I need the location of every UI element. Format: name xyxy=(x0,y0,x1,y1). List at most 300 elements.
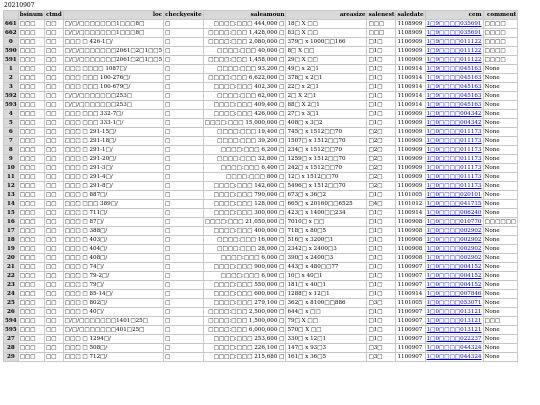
saleamoun-cell: □□□□:□□□ 6,000 □ xyxy=(203,254,286,263)
row-index: 591 xyxy=(5,57,17,63)
checkyesite-cell: □ xyxy=(164,290,204,299)
areasize-cell: 181□ x 40□1 xyxy=(286,281,367,290)
checkyesite-cell: □ xyxy=(164,74,204,83)
bsinum-cell: □□□ xyxy=(18,353,44,362)
bsinum-cell: □□□ xyxy=(18,335,44,344)
comment-cell: □□□□□□ xyxy=(484,219,517,225)
cem-link[interactable]: 1□0□□□□010770 xyxy=(426,219,482,225)
cem-link[interactable]: 1□0□□□□011173 xyxy=(426,147,482,153)
salenest-cell: □1□ xyxy=(367,74,396,83)
saledate-cell: 1100909 xyxy=(396,137,425,146)
bsinum-cell: □□□ xyxy=(18,344,44,353)
checkyesite-cell: □ xyxy=(164,317,204,326)
bsinum-cell: □□□ xyxy=(18,326,44,335)
cem-link[interactable]: 1□0□□□□020101 xyxy=(426,192,482,198)
salenest-cell: □1□ xyxy=(367,65,396,74)
comment-cell: None xyxy=(483,110,518,119)
table-row xyxy=(4,299,518,308)
ctmd-cell: □□ xyxy=(44,281,63,290)
row-index: 661 xyxy=(5,21,17,27)
loc-cell: □□□ □ 1294□/ xyxy=(63,335,163,344)
comment-cell: None xyxy=(483,353,518,362)
cem-link[interactable]: 1□0□□□□002902 xyxy=(426,246,482,252)
ctmd-cell: □□ xyxy=(44,353,63,362)
salenest-cell: □1□ xyxy=(367,56,396,65)
row-index: 23 xyxy=(4,281,19,290)
saleamoun-cell: □□□□:□□□ 6,400 □ xyxy=(203,164,286,173)
row-index: 13 xyxy=(4,191,19,200)
salenest-cell: □1□ xyxy=(367,83,396,92)
row-index: 0 xyxy=(4,38,19,47)
cem-link[interactable]: 1□0□□□□022237 xyxy=(426,336,482,342)
row-index: 9 xyxy=(4,155,19,164)
saleamoun-cell: □□□□:□□□ 253,600 □ xyxy=(203,335,286,344)
table-row xyxy=(4,128,518,137)
saleamoun-cell: □□□□:□□□ 93,200 □ xyxy=(203,65,286,74)
ctmd-cell: □□ xyxy=(44,263,63,272)
ctmd-cell: □□ xyxy=(44,38,63,47)
saleamoun-cell: □□□□:□□□ 28,000 □ xyxy=(203,245,286,254)
loc-cell: □□□ □ 87□/ xyxy=(63,218,163,227)
comment-cell: None xyxy=(483,281,518,290)
row-index: 5 xyxy=(4,119,19,128)
cem-link[interactable]: 1□0□□□□002902 xyxy=(426,228,482,234)
ctmd-cell: □□ xyxy=(44,110,63,119)
cem-link[interactable]: 1□0□□□□011173 xyxy=(426,138,482,144)
table-row xyxy=(4,101,518,110)
saledate-cell: 1100909 xyxy=(396,119,425,128)
saledate-cell: 1100909 xyxy=(396,56,425,65)
column-header: cem xyxy=(425,11,483,20)
comment-cell: None xyxy=(483,299,518,308)
table-row xyxy=(4,56,518,65)
loc-cell: □□□ □□□ 333-1□/ xyxy=(63,119,163,128)
comment-cell: None xyxy=(483,101,518,110)
row-index: 15 xyxy=(4,209,19,218)
saledate-cell: 1100914 xyxy=(396,83,425,92)
cem-link[interactable]: 1□0□□□□053071 xyxy=(426,300,482,306)
table-row xyxy=(4,29,518,38)
checkyesite-cell: □ xyxy=(164,326,204,335)
saledate-cell: 1100909 xyxy=(396,38,425,47)
bsinum-cell: □□□ xyxy=(18,164,44,173)
cem-link[interactable]: 1□0□□□□041715 xyxy=(426,201,482,207)
checkyesite-cell: □ xyxy=(164,83,204,92)
saleamoun-cell: □□□□:□□□ 790,000 □ xyxy=(203,191,286,200)
loc-cell: □□□ □ 79-2□/ xyxy=(63,272,163,281)
comment-cell: None xyxy=(483,191,518,200)
salenest-cell: □1□ xyxy=(367,218,396,227)
saleamoun-cell: □□□□:□□□ 2,080,000 □ xyxy=(203,38,286,47)
table-row xyxy=(4,47,518,56)
comment-cell: None xyxy=(483,92,518,101)
loc-cell: □□□ □ 712□/ xyxy=(63,353,163,362)
saledate-cell: 1101005 xyxy=(396,299,425,308)
row-index: 10 xyxy=(4,164,19,173)
checkyesite-cell: □ xyxy=(164,191,204,200)
row-index: 8 xyxy=(4,146,19,155)
salenest-cell: □1□ xyxy=(367,317,396,326)
loc-cell: □□□ □ 291-20□/ xyxy=(63,155,163,164)
loc-cell: □/□/□□□□□□□2061□2□1□□5 xyxy=(64,57,163,63)
checkyesite-cell: □ xyxy=(164,101,204,110)
loc-cell: □□□ □ 426-1□/ xyxy=(63,38,163,47)
salenest-cell: □1□ xyxy=(367,110,396,119)
table-row xyxy=(4,65,518,74)
areasize-cell: 12□ x 1512□□70 xyxy=(286,173,367,182)
ctmd-cell: □□ xyxy=(44,56,63,65)
areasize-cell: 378□ x 2□1 xyxy=(286,74,367,83)
checkyesite-cell: □ xyxy=(164,137,204,146)
bsinum-cell: □□□ xyxy=(18,38,44,47)
ctmd-cell: □□ xyxy=(44,155,63,164)
checkyesite-cell: □ xyxy=(164,173,204,182)
saleamoun-cell: □□□□:□□□ 21,050,000 □ xyxy=(204,219,285,225)
bsinum-cell: □□□ xyxy=(18,47,44,56)
cem-link[interactable]: 1□9□□□□035691 xyxy=(426,21,482,27)
loc-cell: □□□ □ 403□/ xyxy=(63,236,163,245)
cem-link[interactable]: 1□0□□□□011173 xyxy=(426,156,482,162)
saledate-cell: 1100909 xyxy=(396,146,425,155)
cem-link[interactable]: 1□0□□□□004342 xyxy=(426,120,482,126)
comment-cell: None xyxy=(483,137,518,146)
table-row xyxy=(4,227,518,236)
row-index: 6 xyxy=(4,128,19,137)
saledate-cell: 1100907 xyxy=(396,281,425,290)
table-row xyxy=(4,245,518,254)
bsinum-cell: □□□ xyxy=(18,173,44,182)
cem-link[interactable]: 1□9□□□□045163 xyxy=(426,84,482,90)
table-row xyxy=(4,182,518,191)
salenest-cell: □2□ xyxy=(367,137,396,146)
bsinum-cell: □□□ xyxy=(18,65,44,74)
ctmd-cell: □□ xyxy=(44,317,63,326)
bsinum-cell: □□□ xyxy=(18,20,44,29)
comment-cell: None xyxy=(483,236,518,245)
bsinum-cell: □□□ xyxy=(18,119,44,128)
row-index: 21 xyxy=(4,263,19,272)
ctmd-cell: □□ xyxy=(44,83,63,92)
ctmd-cell: □□ xyxy=(44,344,63,353)
areasize-cell: 49□ x 2□1 xyxy=(286,65,367,74)
loc-cell: □□□ □ 802□/ xyxy=(63,299,163,308)
checkyesite-cell: □ xyxy=(164,92,204,101)
column-header: saleamoun xyxy=(203,11,286,20)
areasize-cell: 1507□ x 1512□□70 xyxy=(286,137,367,146)
ctmd-cell: □□ xyxy=(44,200,63,209)
comment-cell: □□□□ xyxy=(483,20,518,29)
areasize-cell: 718□ x 80□5 xyxy=(286,227,367,236)
cem-link[interactable]: 1□0□□□□011173 xyxy=(426,183,482,189)
comment-cell: □□□ xyxy=(483,317,518,326)
ctmd-cell: □□ xyxy=(44,128,63,137)
table-row xyxy=(4,191,518,200)
bsinum-cell: □□□ xyxy=(18,290,44,299)
checkyesite-cell: □ xyxy=(164,119,204,128)
cem-link[interactable]: 1□9□□□□035691 xyxy=(426,30,482,36)
row-index: 592 xyxy=(5,93,17,99)
areasize-cell: 83□ X □□ xyxy=(286,29,367,38)
areasize-cell: 390□ x 2400□3 xyxy=(286,254,367,263)
cem-link[interactable]: 1□9□□□□045163 xyxy=(426,75,482,81)
cem-link[interactable]: 1□9□□□□011122 xyxy=(426,48,482,54)
saleamoun-cell: □□□□:□□□ 444,000 □ xyxy=(203,20,286,29)
saleamoun-cell: □□□□:□□□ 16,000 □ xyxy=(203,236,286,245)
saleamoun-cell: □□□□:□□□ 6,200 □ xyxy=(203,146,286,155)
table-row xyxy=(4,317,518,326)
comment-cell: None xyxy=(483,119,518,128)
ctmd-cell: □□ xyxy=(44,29,63,38)
comment-cell: None xyxy=(483,146,518,155)
salenest-cell: □1□ xyxy=(367,119,396,128)
report-date: 20210907 xyxy=(4,2,35,9)
loc-cell: □/□/□□□□□□□253□ xyxy=(63,101,163,110)
cem-link[interactable]: 1□0□□□□006240 xyxy=(426,210,482,216)
cem-link[interactable]: 1□9□□□□045163 xyxy=(426,102,482,108)
cem-link[interactable]: 1□0□□□□004152 xyxy=(426,282,482,288)
salenest-cell: □3□ xyxy=(367,353,396,362)
comment-cell: None xyxy=(483,245,518,254)
table-row xyxy=(4,344,518,353)
column-header: areasize xyxy=(286,11,367,20)
saleamoun-cell: □□□□:□□□ 40,000 □ xyxy=(203,47,286,56)
areasize-cell: 1288□ x 12□1 xyxy=(286,290,367,299)
salenest-cell: □1□ xyxy=(367,191,396,200)
checkyesite-cell: □ xyxy=(164,281,204,290)
table-row xyxy=(4,200,518,209)
ctmd-cell: □□ xyxy=(44,335,63,344)
ctmd-cell: □□ xyxy=(44,299,63,308)
cem-link[interactable]: 1□9□□□□045163 xyxy=(426,66,482,72)
loc-cell: □/□/□□□□□□□2061□2□1□□5 xyxy=(64,48,163,54)
bsinum-cell: □□□ xyxy=(18,29,44,38)
bsinum-cell: □□□ xyxy=(18,263,44,272)
cem-link[interactable]: 1□0□□□□007846 xyxy=(426,291,482,297)
row-index: 24 xyxy=(4,290,19,299)
areasize-cell: 2342□ x 2400□3 xyxy=(286,245,367,254)
comment-cell: □□□□ xyxy=(483,38,518,47)
comment-cell: None xyxy=(483,272,518,281)
saledate-cell: 1100908 xyxy=(396,245,425,254)
saleamoun-cell: □□□□:□□□ 409,400 □ xyxy=(203,101,286,110)
comment-cell: None xyxy=(483,308,518,317)
checkyesite-cell: □ xyxy=(164,335,204,344)
comment-cell: None xyxy=(483,209,518,218)
bsinum-cell: □□□ xyxy=(18,92,44,101)
saledate-cell: 1100908 xyxy=(396,254,425,263)
saleamoun-cell: □□□□:□□□ 550,000 □ xyxy=(203,281,286,290)
cem-link[interactable]: 1□0□□□□004152 xyxy=(426,273,482,279)
areasize-cell: 516□ x 3200□1 xyxy=(286,236,367,245)
checkyesite-cell: □ xyxy=(164,353,204,362)
row-index: 29 xyxy=(4,353,19,362)
saledate-cell: 1100909 xyxy=(396,110,425,119)
areasize-cell: 27□ x 3□1 xyxy=(286,110,367,119)
bsinum-cell: □□□ xyxy=(18,218,44,227)
column-header: ctmd xyxy=(45,12,62,18)
comment-cell: None xyxy=(483,128,518,137)
table-row xyxy=(4,74,518,83)
table-row xyxy=(4,137,518,146)
cem-link[interactable]: 1□0□□□□044324 xyxy=(426,345,482,351)
cem-link[interactable]: 1□0□□□□044324 xyxy=(426,354,482,360)
bsinum-cell: □□□ xyxy=(18,209,44,218)
saledate-cell: 1100909 xyxy=(396,155,425,164)
bsinum-cell: □□□ xyxy=(18,299,44,308)
cem-link[interactable]: 1□0□□□□002902 xyxy=(426,255,482,261)
loc-cell: □□□ □ 291-18□/ xyxy=(63,137,163,146)
saleamoun-cell: □□□□:□□□ 6,000,000 □ xyxy=(203,326,286,335)
checkyesite-cell: □ xyxy=(164,272,204,281)
saleamoun-cell: □□□□:□□□ 400,000 □ xyxy=(203,227,286,236)
loc-cell: □/□/□□□□□□□1□□□8□ xyxy=(63,29,163,38)
ctmd-cell: □□ xyxy=(44,74,63,83)
column-header: bsinum xyxy=(19,12,43,18)
row-index: 16 xyxy=(4,218,19,227)
salenest-cell: □1□ xyxy=(367,308,396,317)
bsinum-cell: □□□ xyxy=(18,74,44,83)
areasize-cell: 8□ X □□ xyxy=(286,47,367,56)
checkyesite-cell: □ xyxy=(164,29,204,38)
cem-link[interactable]: 1□0□□□□011173 xyxy=(426,174,482,180)
comment-cell: □□□□ xyxy=(483,56,518,65)
row-index: 25 xyxy=(4,299,19,308)
salenest-cell: □4□ xyxy=(367,200,396,209)
row-index: 18 xyxy=(4,236,19,245)
cem-link[interactable]: 1□0□□□□013121 xyxy=(426,309,482,315)
cem-link[interactable]: 1□9□□□□045163 xyxy=(426,93,482,99)
column-header: checkyesite xyxy=(165,12,202,18)
comment-cell: None xyxy=(483,65,518,74)
table-row xyxy=(4,209,518,218)
salenest-cell: □3□ xyxy=(367,299,396,308)
checkyesite-cell: □ xyxy=(164,227,204,236)
cem-link[interactable]: 1□0□□□□002902 xyxy=(426,237,482,243)
salenest-cell: □1□ xyxy=(367,335,396,344)
table-row xyxy=(4,335,518,344)
table-row xyxy=(4,119,518,128)
table-row xyxy=(4,83,518,92)
checkyesite-cell: □ xyxy=(164,344,204,353)
checkyesite-cell: □ xyxy=(164,245,204,254)
table-row xyxy=(4,263,518,272)
loc-cell: □□□ □ 291-15□/ xyxy=(63,128,163,137)
saledate-cell: 1108909 xyxy=(396,29,425,38)
areasize-cell: 1259□ x 1512□□70 xyxy=(286,155,367,164)
ctmd-cell: □□ xyxy=(44,245,63,254)
ctmd-cell: □□ xyxy=(44,272,63,281)
cem-link[interactable]: 1□0□□□□011173 xyxy=(426,165,482,171)
row-index: 22 xyxy=(4,272,19,281)
table-row xyxy=(4,272,518,281)
areasize-cell: 79□ X □□ xyxy=(286,317,367,326)
comment-cell: None xyxy=(483,83,518,92)
loc-cell: □□□ □ 711□/ xyxy=(63,209,163,218)
saledate-cell: 1100907 xyxy=(396,335,425,344)
loc-cell: □/□/□□□□□□□401□25□ xyxy=(63,326,163,335)
cem-link[interactable]: 1□0□□□□013121 xyxy=(426,318,482,324)
areasize-cell: 423□ x 1400□□234 xyxy=(286,209,367,218)
ctmd-cell: □□ xyxy=(44,47,63,56)
checkyesite-cell: □ xyxy=(164,47,204,56)
cem-link[interactable]: 1□0□□□□004152 xyxy=(426,264,482,270)
cem-link[interactable]: 1□9□□□□011122 xyxy=(426,39,482,45)
saledate-cell: 1100907 xyxy=(396,308,425,317)
cem-link[interactable]: 1□9□□□□011122 xyxy=(426,57,482,63)
saledate-cell: 1100909 xyxy=(396,182,425,191)
ctmd-cell: □□ xyxy=(44,254,63,263)
saleamoun-cell: □□□□:□□□ 402,300 □ xyxy=(203,83,286,92)
saledate-cell: 1100909 xyxy=(396,47,425,56)
loc-cell: □/□/□□□□□□□253□ xyxy=(63,92,163,101)
saleamoun-cell: □□□□:□□□ 600,000 □ xyxy=(203,290,286,299)
areasize-cell: 10□ x 40□1 xyxy=(286,272,367,281)
checkyesite-cell: □ xyxy=(164,236,204,245)
comment-cell: None xyxy=(483,344,518,353)
checkyesite-cell: □ xyxy=(164,56,204,65)
row-index: 4 xyxy=(4,110,19,119)
row-index: 3 xyxy=(4,83,19,92)
bsinum-cell: □□□ xyxy=(18,191,44,200)
salenest-cell: □3□ xyxy=(367,344,396,353)
areasize-cell: 2□ X 2□1 xyxy=(286,92,367,101)
saledate-cell: 1100907 xyxy=(396,344,425,353)
table-row xyxy=(4,308,518,317)
salenest-cell: □1□ xyxy=(367,281,396,290)
row-index: 590 xyxy=(5,48,17,54)
table-row xyxy=(4,236,518,245)
saledate-cell: 1108909 xyxy=(396,20,425,29)
salenest-cell: □□□ xyxy=(367,20,396,29)
ctmd-cell: □□ xyxy=(44,326,63,335)
bsinum-cell: □□□ xyxy=(18,155,44,164)
ctmd-cell: □□ xyxy=(44,236,63,245)
saleamoun-cell: □□□□:□□□ 128,000 □ xyxy=(203,200,286,209)
bsinum-cell: □□□ xyxy=(18,227,44,236)
cem-link[interactable]: 1□0□□□□013121 xyxy=(426,327,482,333)
areasize-cell: 408□ x 3□2 xyxy=(286,119,367,128)
ctmd-cell: □□ xyxy=(44,65,63,74)
comment-cell: □□□□ xyxy=(483,29,518,38)
cem-link[interactable]: 1□0□□□□004342 xyxy=(426,111,482,117)
bsinum-cell: □□□ xyxy=(18,200,44,209)
comment-cell: None xyxy=(483,254,518,263)
loc-cell: □□□ □ 74□/ xyxy=(63,263,163,272)
bsinum-cell: □□□ xyxy=(18,317,44,326)
comment-cell: None xyxy=(483,326,518,335)
saledate-cell: 1100914 xyxy=(396,209,425,218)
areasize-cell: 242□ x 1512□□70 xyxy=(286,164,367,173)
checkyesite-cell: □ xyxy=(164,110,204,119)
cem-link[interactable]: 1□0□□□□011173 xyxy=(426,129,482,135)
saledate-cell: 1100914 xyxy=(396,65,425,74)
comment-cell: None xyxy=(483,155,518,164)
salenest-cell: □1□ xyxy=(367,236,396,245)
column-header xyxy=(4,11,19,20)
areasize-cell: 745□ x 1512□□70 xyxy=(286,128,367,137)
salenest-cell: □1□ xyxy=(367,38,396,47)
areasize-cell: 362□ x 8100□□886 xyxy=(286,299,367,308)
saledate-cell: 1100907 xyxy=(396,353,425,362)
saleamoun-cell: □□□□:□□□ 15,000,000 □ xyxy=(204,120,285,126)
loc-cell: □□□ □ 291-4□/ xyxy=(63,173,163,182)
bsinum-cell: □□□ xyxy=(18,128,44,137)
saleamoun-cell: □□□□:□□□ 279,100 □ xyxy=(203,299,286,308)
bsinum-cell: □□□ xyxy=(18,308,44,317)
row-index: 28 xyxy=(4,344,19,353)
column-header: loc xyxy=(63,11,163,20)
areasize-cell: 88□ X 2□1 xyxy=(286,101,367,110)
